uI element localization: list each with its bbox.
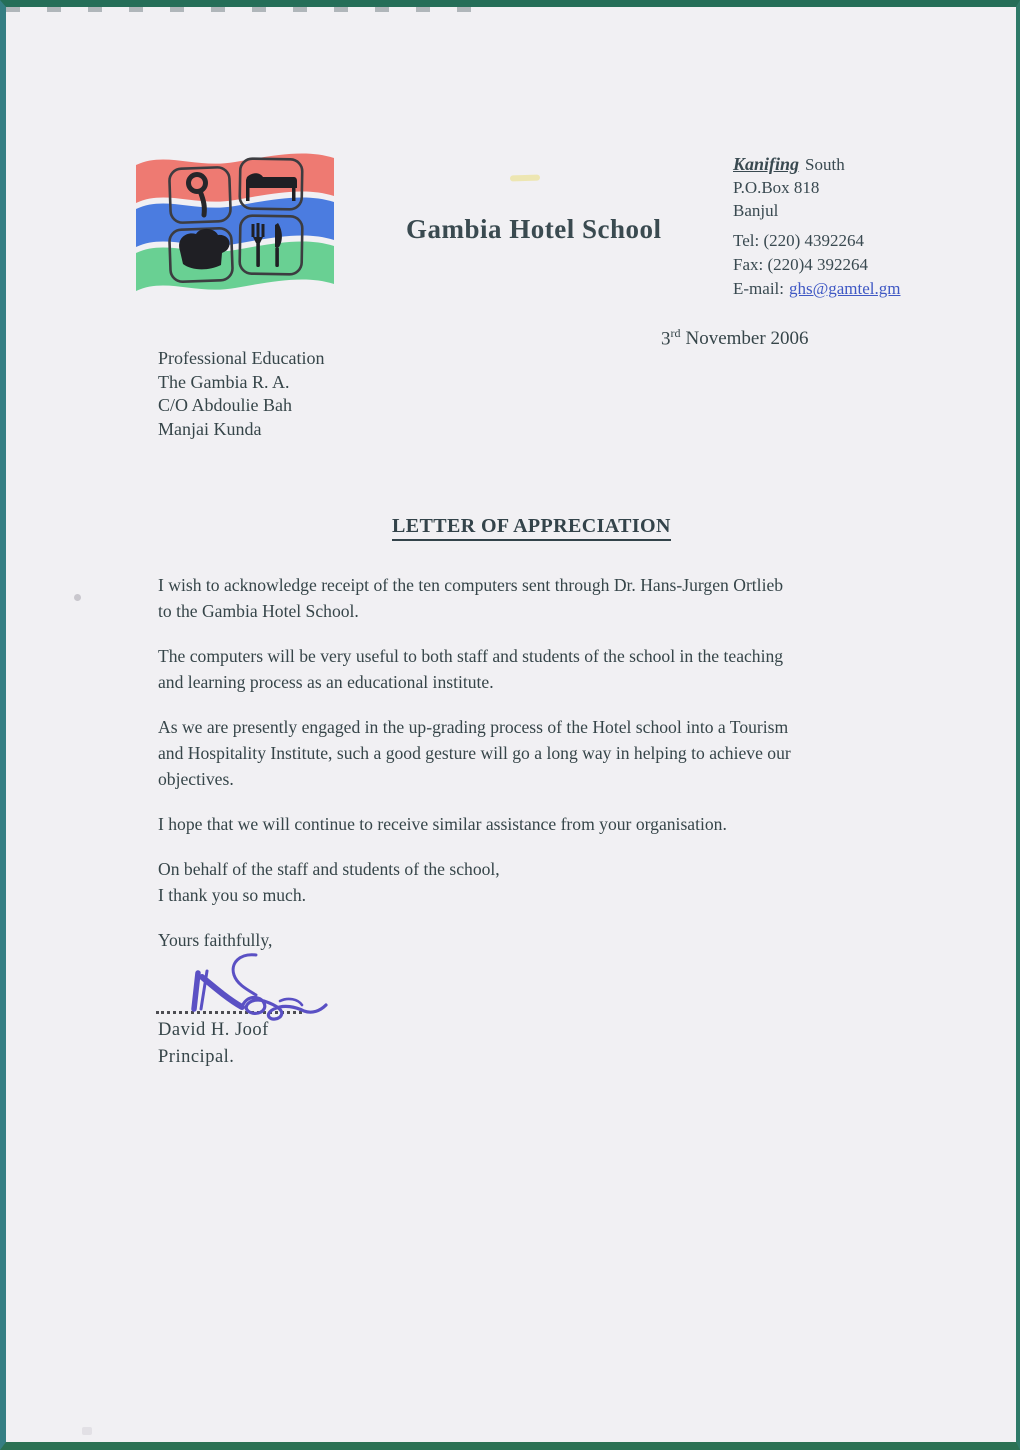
- gambia-flag-logo: [134, 147, 336, 300]
- paragraph: [158, 572, 933, 624]
- signatory-title: Principal.: [158, 1047, 235, 1067]
- date-ordinal: rd: [670, 326, 681, 340]
- address-email-row: [733, 277, 901, 301]
- address-location-suffix: South: [805, 155, 845, 174]
- closing-valediction: [158, 927, 933, 953]
- handwritten-signature: [184, 951, 384, 1028]
- paragraph-line: The computers will be very useful to both staff and students of the school in the teaching: [158, 646, 784, 666]
- email-link[interactable]: ghs@gamtel.gm: [788, 279, 901, 298]
- address-city: Banjul: [733, 201, 779, 220]
- recipient-block: [158, 347, 324, 441]
- paragraph-line: Yours faithfully,: [158, 930, 273, 950]
- flag-red-band: [136, 153, 334, 203]
- paragraph-line: I wish to acknowledge receipt of the ten computers sent through Dr. Hans-Jurgen Ortlieb: [158, 575, 784, 595]
- address-po-box: P.O.Box 818: [733, 178, 820, 197]
- address-contact: [733, 229, 901, 301]
- paragraph: [158, 856, 933, 908]
- paragraph-line: to the Gambia Hotel School.: [158, 601, 359, 621]
- recipient-line: Professional Education: [158, 348, 325, 368]
- paragraph: [158, 643, 933, 695]
- flag-logo-graphic: [134, 147, 336, 295]
- scan-speck: [74, 594, 81, 601]
- paragraph-line: On behalf of the staff and students of the school,: [158, 859, 500, 879]
- letter-title: LETTER OF APPRECIATION: [392, 515, 671, 541]
- address-location: [733, 153, 901, 176]
- paragraph: [158, 714, 933, 792]
- letter-date: [661, 326, 808, 350]
- flag-blue-band: [136, 197, 334, 247]
- letter-body: [158, 572, 933, 972]
- paragraph-line: I hope that we will continue to receive similar assistance from your organisation.: [158, 814, 727, 834]
- address-fax: Fax: (220)4 392264: [733, 255, 869, 274]
- signature-scribble: [184, 951, 384, 1023]
- paragraph-line: and Hospitality Institute, such a good gesture will go a long way in helping to achieve our: [158, 743, 791, 763]
- paragraph-line: As we are presently engaged in the up-grading process of the Hotel school into a Tourism: [158, 717, 789, 737]
- paragraph-line: I thank you so much.: [158, 885, 307, 905]
- recipient-line: Manjai Kunda: [158, 418, 262, 439]
- paragraph-line: and learning process as an educational institute.: [158, 672, 494, 692]
- date-day: 3: [661, 328, 671, 350]
- paragraph: [158, 811, 933, 837]
- address-block: [733, 153, 901, 301]
- paragraph-line: objectives.: [158, 769, 234, 789]
- scan-artifact-top-edge: [6, 7, 472, 12]
- signatory-name: David H. Joof: [158, 1020, 269, 1040]
- recipient-line: The Gambia R. A.: [158, 371, 290, 392]
- flag-green-band: [136, 241, 334, 291]
- scan-speck: [82, 1427, 92, 1435]
- school-name: Gambia Hotel School: [406, 214, 662, 244]
- email-label: E-mail:: [733, 279, 784, 298]
- address-location-name: Kanifing: [733, 154, 800, 174]
- date-rest: November 2006: [685, 328, 809, 350]
- bed-icon: [246, 173, 297, 201]
- recipient-line: C/O Abdoulie Bah: [158, 395, 292, 415]
- scan-smudge: [510, 174, 540, 181]
- address-tel: Tel: (220) 4392264: [733, 231, 865, 250]
